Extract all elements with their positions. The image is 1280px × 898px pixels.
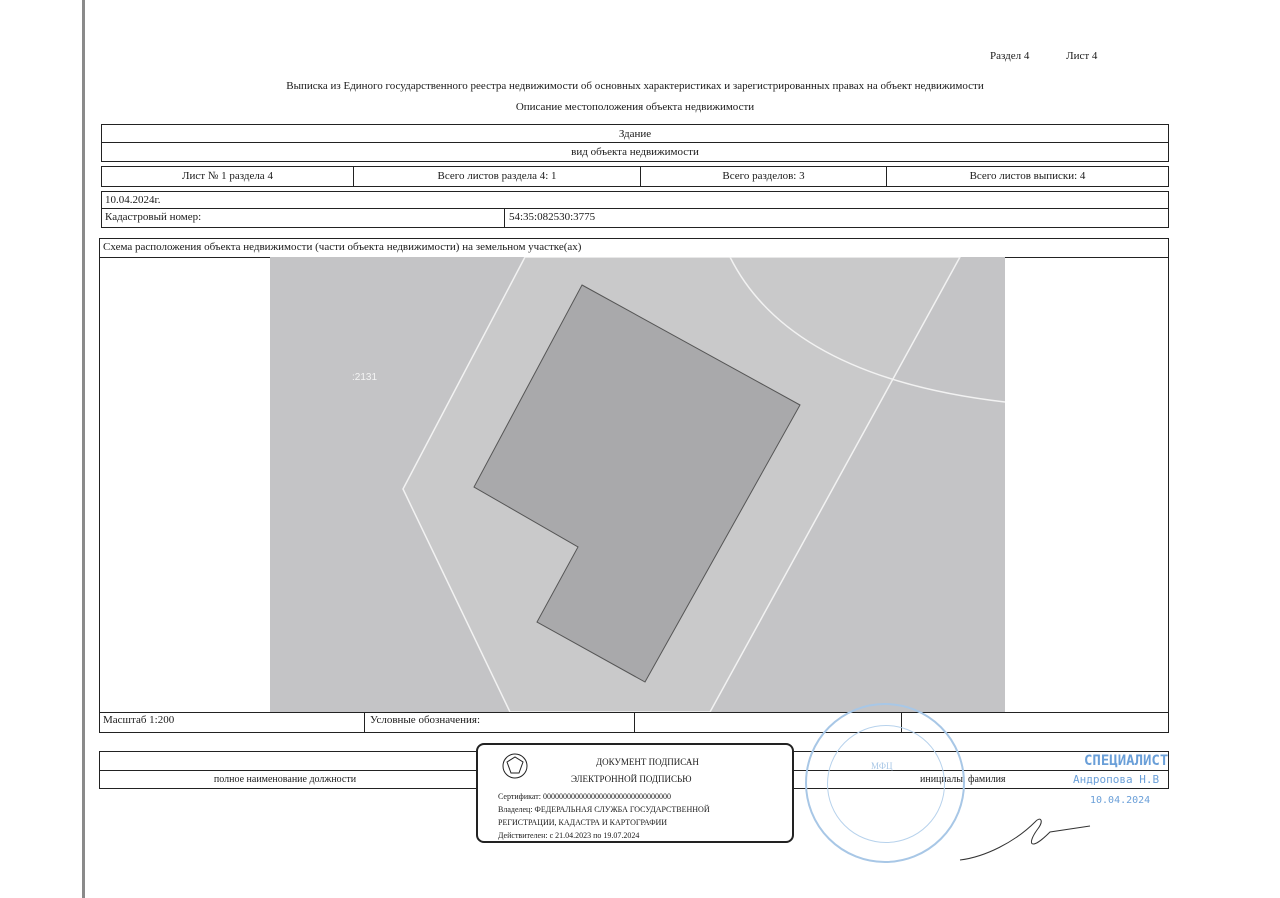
specialist-stamp-title: СПЕЦИАЛИСТ — [1084, 753, 1169, 769]
section-label: Раздел 4 — [990, 50, 1030, 62]
object-kind-row — [101, 124, 1169, 143]
emblem-icon — [500, 751, 530, 781]
cadastral-label: Кадастровый номер: — [105, 211, 202, 223]
object-kind: Здание — [618, 128, 652, 140]
site-plan-drawing — [270, 257, 1005, 712]
object-kind-caption: вид объекта недвижимости — [571, 146, 699, 158]
sheet-number: Лист № 1 раздела 4 — [102, 167, 354, 186]
section-sheet-ref — [990, 50, 1131, 62]
object-kind-caption-row — [101, 143, 1169, 162]
sheets-total: Всего листов выписки: 4 — [969, 170, 1086, 182]
stamp-certificate: Сертификат: 00000000000000000000000000000000 — [498, 792, 671, 801]
issue-date: 10.04.2024г. — [105, 194, 161, 206]
legend-label: Условные обозначения: — [370, 714, 481, 726]
scale-label: Масштаб 1:200 — [103, 714, 175, 726]
cadastral-row — [101, 209, 1169, 228]
stamp-validity: Действителен: с 21.04.2023 по 19.07.2024 — [498, 831, 640, 840]
stamp-owner: Владелец: ФЕДЕРАЛЬНАЯ СЛУЖБА ГОСУДАРСТВЕННОЙ — [498, 805, 710, 814]
cadastral-number: 54:35:082530:3775 — [509, 211, 596, 223]
stamp-owner-2: РЕГИСТРАЦИИ, КАДАСТРА И КАРТОГРАФИИ — [498, 818, 668, 827]
sheets-in-section: Всего листов раздела 4: 1 — [354, 167, 641, 186]
electronic-signature-stamp — [476, 743, 794, 843]
document-title: Выписка из Единого государственного реестра недвижимости об основных характеристиках и зарегистрированных правах на объект недвижимости — [286, 80, 984, 92]
page-edge — [82, 0, 85, 898]
scheme-footer-row — [100, 713, 1168, 732]
name-caption: инициалы, фамилия — [920, 774, 1006, 785]
specialist-name: Андропова Н.В — [1073, 773, 1160, 786]
stamp-heading-2: ЭЛЕКТРОННОЙ ПОДПИСЬЮ — [571, 774, 692, 784]
document-subtitle: Описание местоположения объекта недвижимости — [515, 101, 755, 113]
date-row — [101, 191, 1169, 209]
handwritten-signature — [955, 812, 1095, 867]
position-caption: полное наименование должности — [213, 774, 357, 785]
sheet-label: Лист 4 — [1066, 50, 1098, 62]
seal-text: МФЦ — [871, 761, 893, 771]
specialist-date: 10.04.2024 — [1090, 795, 1151, 806]
site-plan-map — [270, 257, 1005, 712]
mfc-seal — [805, 703, 965, 863]
stamp-heading-1: ДОКУМЕНТ ПОДПИСАН — [596, 757, 699, 767]
scheme-label: Схема расположения объекта недвижимости (части объекта недвижимости) на земельном участке(ах) — [103, 241, 582, 253]
map-parcel-label: :2131 — [352, 372, 378, 383]
sections-total: Всего разделов: 3 — [641, 167, 887, 186]
sheet-info-row — [101, 166, 1169, 187]
